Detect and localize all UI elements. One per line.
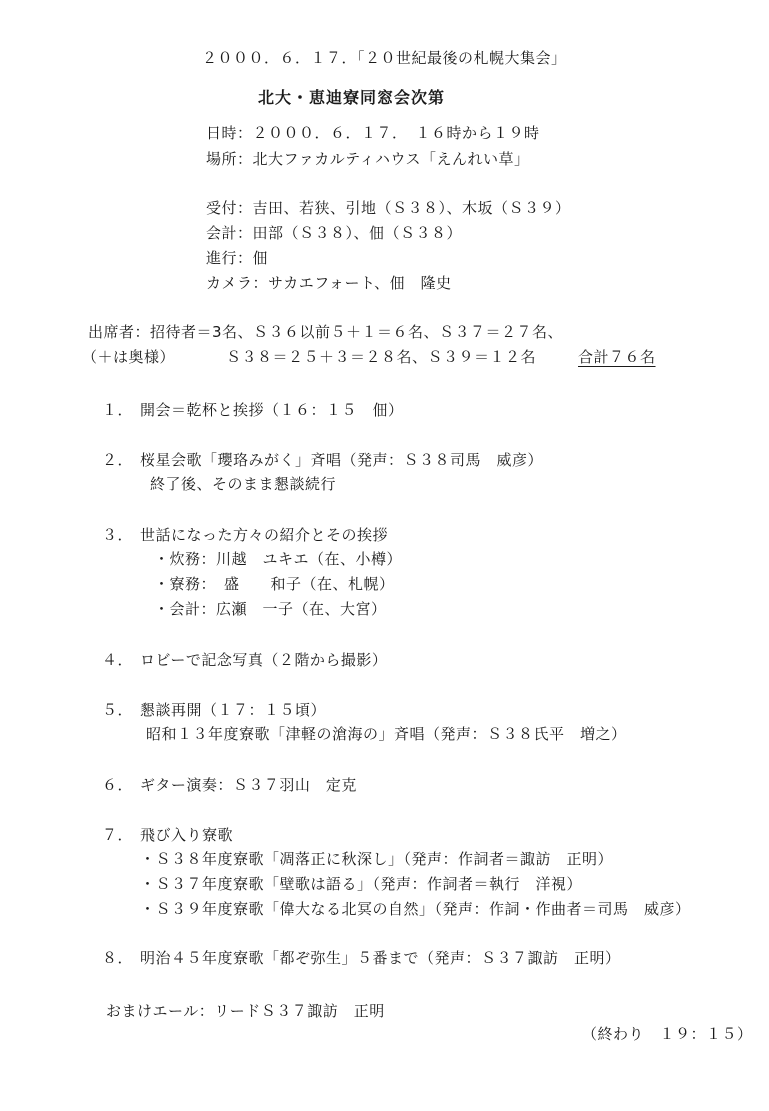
- info-accounting: 会計：田部（Ｓ３８）、佃（Ｓ３８）: [206, 224, 463, 242]
- item-2-sub: 終了後、そのまま懇談続行: [150, 475, 337, 493]
- item-7-sub-1: ・Ｓ３８年度寮歌「凋落正に秋深し」（発声：作詞者＝諏訪 正明）: [140, 850, 614, 868]
- item-number: １．: [102, 401, 134, 419]
- page-title: 北大・恵迪寮同窓会次第: [258, 88, 446, 107]
- footer-end: （終わり １９：１５）: [582, 1025, 753, 1043]
- program-item-5: [102, 700, 326, 720]
- program-item-2: [102, 450, 543, 470]
- item-3-sub-2: ・寮務： 盛 和子（在、札幌）: [154, 575, 395, 593]
- event-line: ２０００．６．１７．「２０世紀最後の札幌大集会」: [202, 49, 567, 67]
- item-text: 開会＝乾杯と挨拶（１６：１５ 佃）: [140, 401, 404, 419]
- item-number: ２．: [102, 451, 134, 469]
- program-item-3: [102, 525, 388, 545]
- info-mc: 進行：佃: [206, 249, 269, 267]
- info-camera: カメラ：サカエフォート、佃 隆史: [206, 274, 452, 292]
- item-text: ロビーで記念写真（２階から撮影）: [140, 651, 388, 669]
- item-5-sub: 昭和１３年度寮歌「津軽の滄海の」斉唱（発声：Ｓ３８氏平 増之）: [146, 725, 627, 743]
- program-item-6: [102, 775, 357, 795]
- item-text: ギター演奏：Ｓ３７羽山 定克: [140, 776, 357, 794]
- item-number: ８．: [102, 949, 134, 967]
- item-text: 懇談再開（１７：１５頃）: [140, 701, 327, 719]
- item-text: 飛び入り寮歌: [140, 826, 234, 844]
- item-7-sub-2: ・Ｓ３７年度寮歌「壁歌は語る」（発声：作詞者＝執行 洋視）: [140, 875, 583, 893]
- item-7-sub-3: ・Ｓ３９年度寮歌「偉大なる北冥の自然」（発声：作詞・作曲者＝司馬 威彦）: [140, 900, 691, 918]
- item-3-sub-3: ・会計：広瀬 一子（在、大宮）: [154, 600, 387, 618]
- item-number: ４．: [102, 651, 134, 669]
- program-item-7: [102, 825, 233, 845]
- item-text: 桜星会歌「瓔珞みがく」斉唱（発声：Ｓ３８司馬 威彦）: [140, 451, 544, 469]
- item-number: ７．: [102, 826, 134, 844]
- footer-omake: おまけエール：リードＳ３７諏訪 正明: [106, 1002, 385, 1020]
- info-reception: 受付：吉田、若狭、引地（Ｓ３８）、木坂（Ｓ３９）: [206, 199, 571, 217]
- item-3-sub-1: ・炊務：川越 ユキエ（在、小樽）: [154, 550, 403, 568]
- attendees-line2: Ｓ３８＝２５＋３＝２８名、Ｓ３９＝１２名: [226, 348, 537, 366]
- program-item-1: [102, 400, 404, 420]
- item-text: 明治４５年度寮歌「都ぞ弥生」５番まで（発声：Ｓ３７諏訪 正明）: [140, 949, 621, 967]
- info-place: 場所：北大ファカルティハウス「えんれい草」: [206, 150, 530, 168]
- program-item-4: [102, 650, 387, 670]
- attendees-line1: 出席者：招待者＝3名、Ｓ３６以前５＋１＝６名、Ｓ３７＝２７名、: [88, 323, 564, 341]
- item-text: 世話になった方々の紹介とその挨拶: [140, 526, 389, 544]
- program-item-8: [102, 948, 621, 968]
- attendees-note: （＋は奥様）: [82, 348, 176, 366]
- attendees-total: 合計７６名: [578, 348, 656, 366]
- item-number: ３．: [102, 526, 134, 544]
- item-number: ５．: [102, 701, 134, 719]
- info-datetime: 日時：２０００．６．１７． １６時から１９時: [206, 124, 540, 142]
- item-number: ６．: [102, 776, 134, 794]
